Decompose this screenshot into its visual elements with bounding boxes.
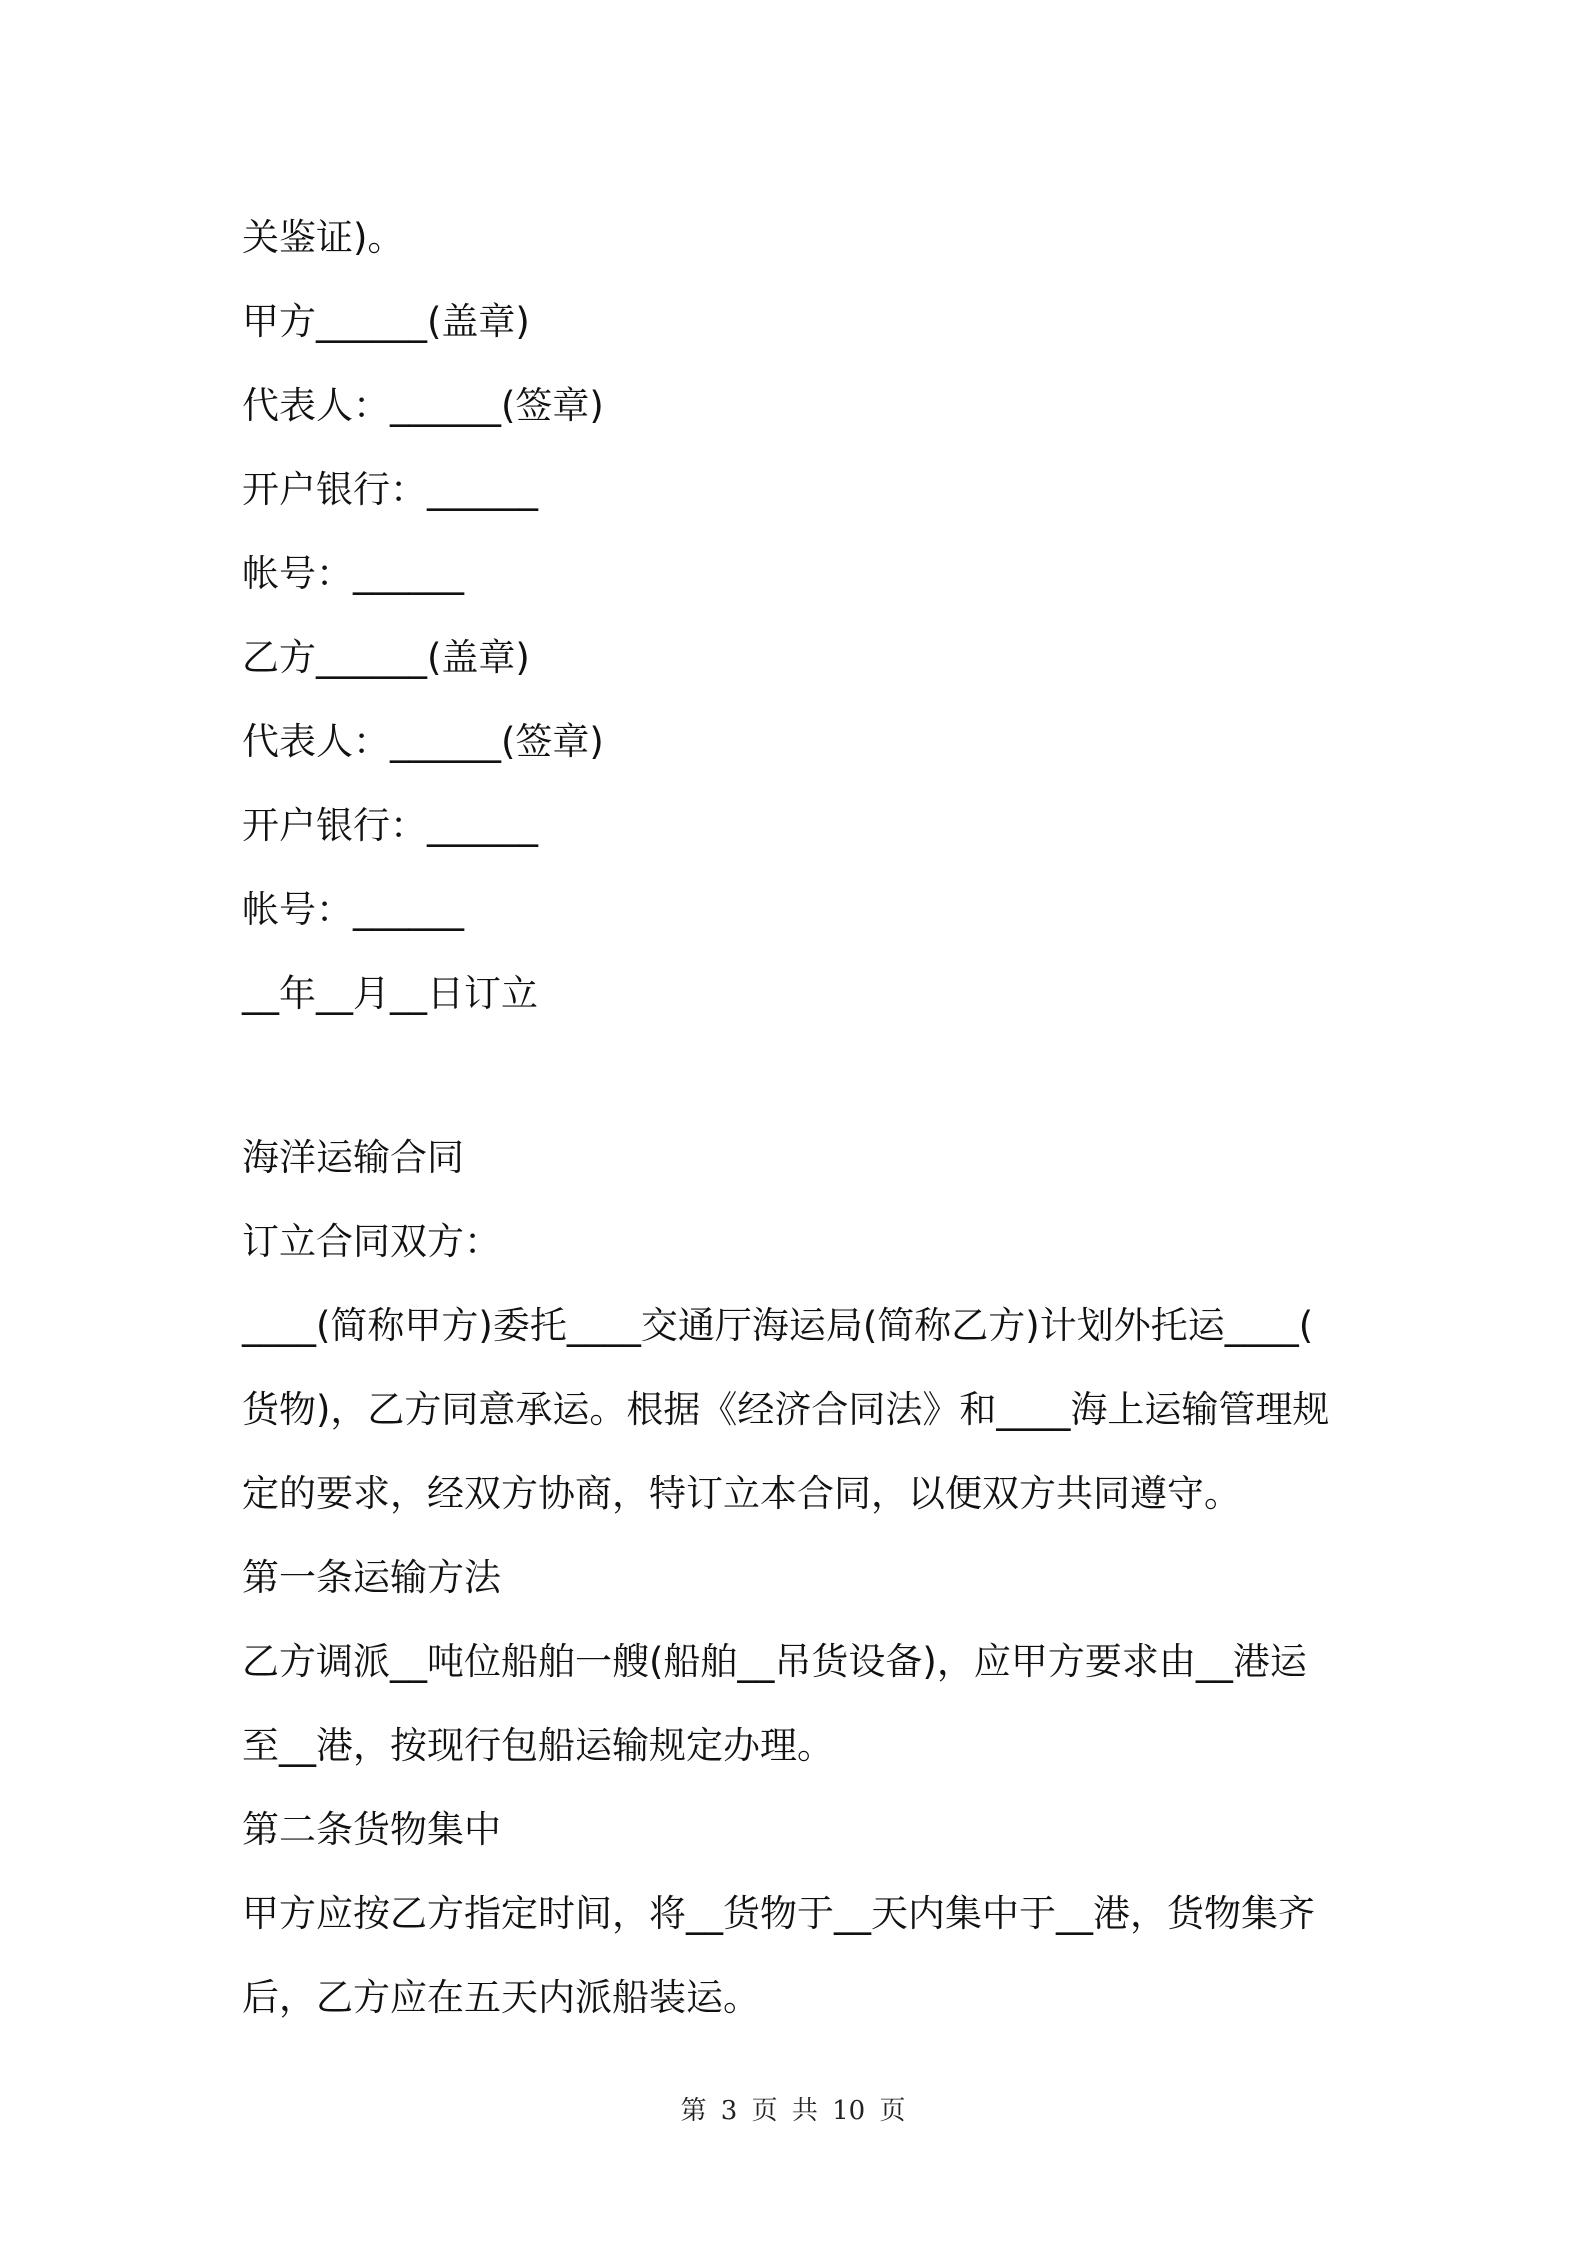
text-line: 关鉴证)。 xyxy=(242,216,405,259)
party-a-bank-line: 开户银行：______ xyxy=(242,468,538,511)
paragraph-line: 定的要求，经双方协商，特订立本合同，以便双方共同遵守。 xyxy=(242,1472,1241,1515)
party-a-representative-line: 代表人：______(签章) xyxy=(242,384,604,427)
paragraph-line: 货物)，乙方同意承运。根据《经济合同法》和____海上运输管理规 xyxy=(242,1388,1330,1431)
document-body xyxy=(242,196,1357,2040)
parties-heading: 订立合同双方： xyxy=(242,1220,501,1263)
party-b-representative-line: 代表人：______(签章) xyxy=(242,720,604,763)
section-gap xyxy=(242,1036,1357,1116)
paragraph-line: 乙方调派__吨位船舶一艘(船舶__吊货设备)，应甲方要求由__港运 xyxy=(242,1640,1307,1683)
party-b-account-line: 帐号：______ xyxy=(242,888,464,931)
paragraph-line: 后，乙方应在五天内派船装运。 xyxy=(242,1976,760,2019)
contract-title: 海洋运输合同 xyxy=(242,1136,464,1179)
party-b-seal-line: 乙方______(盖章) xyxy=(242,636,530,679)
party-a-seal-line: 甲方______(盖章) xyxy=(242,300,530,343)
party-b-bank-line: 开户银行：______ xyxy=(242,804,538,847)
paragraph-line: 甲方应按乙方指定时间，将__货物于__天内集中于__港，货物集齐 xyxy=(242,1892,1315,1935)
date-line: __年__月__日订立 xyxy=(242,972,538,1015)
party-a-account-line: 帐号：______ xyxy=(242,552,464,595)
article-2-heading: 第二条货物集中 xyxy=(242,1808,501,1851)
article-1-heading: 第一条运输方法 xyxy=(242,1556,501,1599)
paragraph-line: 至__港，按现行包船运输规定办理。 xyxy=(242,1724,834,1767)
paragraph-line: ____(简称甲方)委托____交通厅海运局(简称乙方)计划外托运____( xyxy=(242,1304,1314,1347)
page-number-footer: 第 3 页 共 10 页 xyxy=(680,2096,906,2126)
